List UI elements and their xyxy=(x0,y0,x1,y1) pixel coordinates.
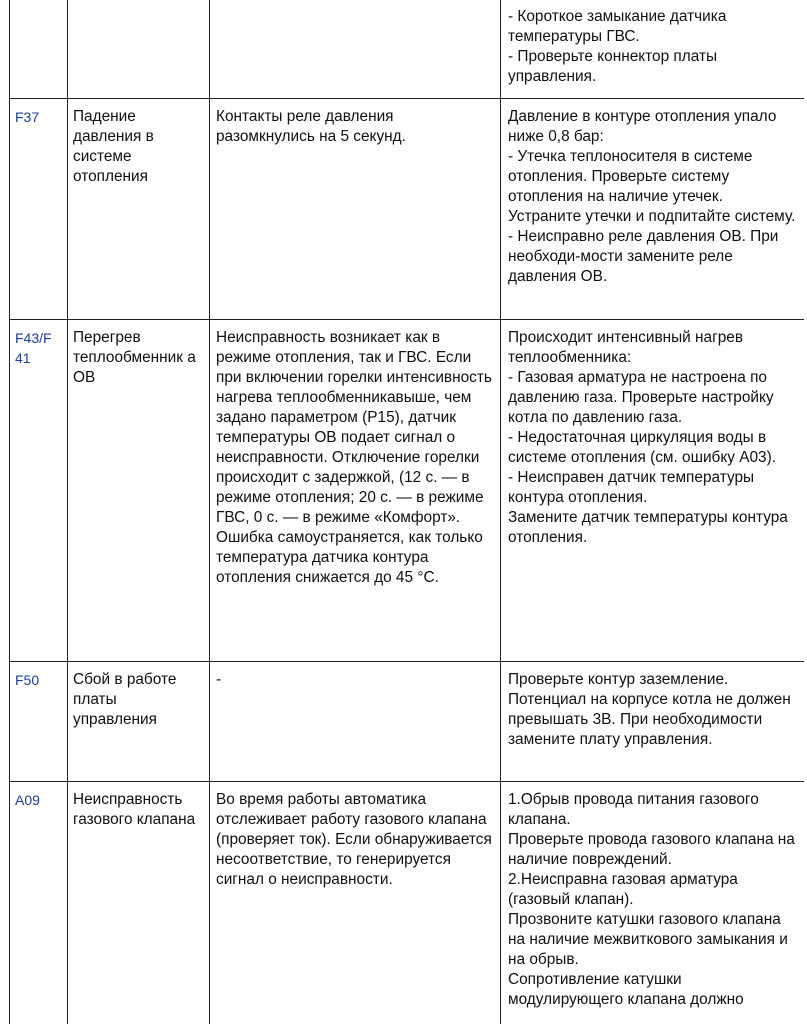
error-codes-document xyxy=(9,0,804,1024)
error-cause xyxy=(210,0,501,99)
error-remedy: Проверьте контур заземление. Потенциал на корпусе котла не должен превышать 3В. При необходимости замените плату управления. xyxy=(501,662,805,782)
error-name: Падение давления в системе отопления xyxy=(68,99,210,320)
error-code: F50 xyxy=(10,662,68,782)
error-code: F37 xyxy=(10,99,68,320)
error-remedy: Происходит интенсивный нагрев теплообменника: - Газовая арматура не настроена по давлению газа. Проверьте настройку котла по давлению газа. - Недостаточная циркуляция воды в системе отопления (см. ошибку А03). - Неисправен датчик температуры контура отопления. Замените датчик температуры контура отопления. xyxy=(501,320,805,662)
error-code xyxy=(10,0,68,99)
table-row xyxy=(10,0,805,99)
error-cause: Неисправность возникает как в режиме отопления, так и ГВС. Если при включении горелки интенсивность нагрева теплообменникавыше, чем задано параметром (Р15), датчик температуры ОВ подает сигнал о неисправности. Отключение горелки происходит с задержкой, (12 с. — в режиме отопления; 20 с. — в режиме ГВС, 0 с. — в режиме «Комфорт». Ошибка самоустраняется, как только температура датчика контура отопления снижается до 45 °С. xyxy=(210,320,501,662)
error-cause: Контакты реле давления разомкнулись на 5 секунд. xyxy=(210,99,501,320)
error-name xyxy=(68,0,210,99)
error-cause: - xyxy=(210,662,501,782)
error-name: Сбой в работе платы управления xyxy=(68,662,210,782)
error-code: A09 xyxy=(10,782,68,1024)
error-remedy: 1.Обрыв провода питания газового клапана. Проверьте провода газового клапана на наличие повреждений. 2.Неисправна газовая арматура (газовый клапан). Прозвоните катушки газового клапана на наличие межвиткового замыкания и на обрыв. Сопротивление катушки модулирующего клапана должно xyxy=(501,782,805,1024)
table-row xyxy=(10,99,805,320)
error-codes-table xyxy=(9,0,804,1024)
error-code: F43/F 41 xyxy=(10,320,68,662)
error-name: Перегрев теплообменник а ОВ xyxy=(68,320,210,662)
table-row xyxy=(10,320,805,662)
error-remedy: Давление в контуре отопления упало ниже 0,8 бар: - Утечка теплоносителя в системе отопления. Проверьте систему отопления на наличие утечек. Устраните утечки и подпитайте систему. - Неисправно реле давления ОВ. При необходи-мости замените реле давления ОВ. xyxy=(501,99,805,320)
error-remedy: - Короткое замыкание датчика температуры ГВС. - Проверьте коннектор платы управления. xyxy=(501,0,805,99)
table-row xyxy=(10,662,805,782)
error-name: Неисправность газового клапана xyxy=(68,782,210,1024)
table-row xyxy=(10,782,805,1024)
error-cause: Во время работы автоматика отслеживает работу газового клапана (проверяет ток). Если обнаруживается несоответствие, то генерируется сигнал о неисправности. xyxy=(210,782,501,1024)
